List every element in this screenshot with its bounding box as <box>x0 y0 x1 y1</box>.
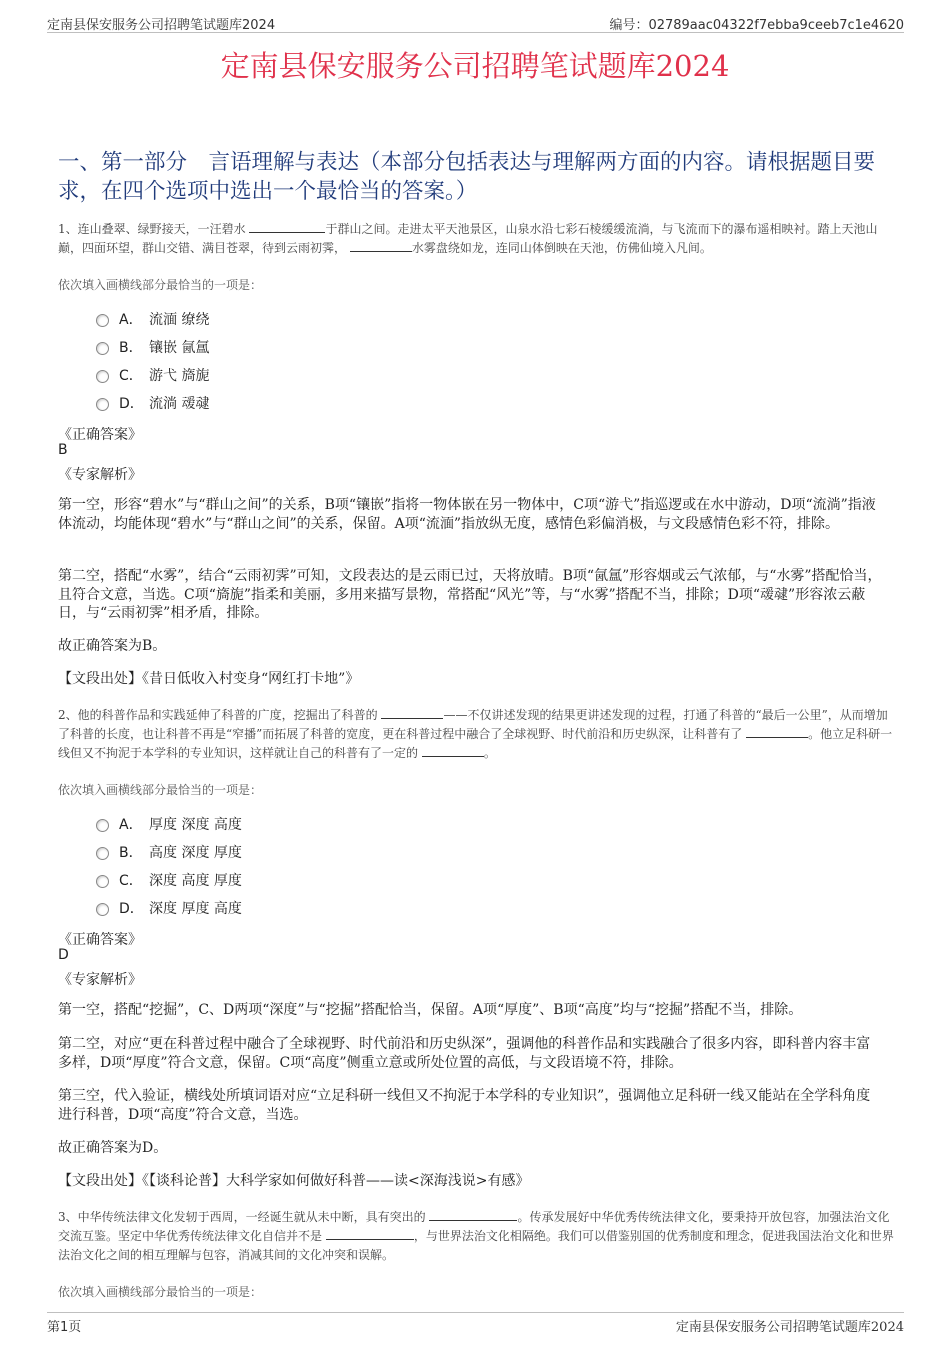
fill-blank <box>249 221 325 233</box>
q1-source: 【文段出处】《昔日低收入村变身“网红打卡地”》 <box>58 671 360 687</box>
q1-instruction: 依次填入画横线部分最恰当的一项是： <box>58 278 263 292</box>
question-2-text <box>58 706 898 763</box>
header-title: 定南县保安服务公司招聘笔试题库2024 <box>47 18 276 33</box>
radio-icon[interactable] <box>96 847 109 860</box>
option-key: A． <box>119 817 143 833</box>
radio-icon[interactable] <box>96 370 109 383</box>
q1-part3: 水雾盘绕如龙，连同山体倒映在天池，仿佛仙境入凡间。 <box>411 241 712 255</box>
page-footer <box>47 1312 904 1335</box>
option-text: 深度 厚度 高度 <box>149 901 242 917</box>
q3-part3: ，与世界法治文化相隔绝。我们可以借鉴别国的优秀制度和理念，促进我国法治文化和世界法治文化之间的相互理解与包容，消减其间的文化冲突和误解。 <box>58 1229 894 1262</box>
fill-blank <box>746 726 808 738</box>
option-text: 流湎 缭绕 <box>149 312 210 328</box>
fill-blank <box>381 707 443 719</box>
q2-answer-label: 《正确答案》 <box>58 932 142 948</box>
q2-option-a[interactable] <box>96 810 242 838</box>
q1-part1: 1、连山叠翠、绿野接天，一汪碧水 <box>58 222 250 236</box>
q1-analysis-1: 第一空，形容“碧水”与“群山之间”的关系，B项“镶嵌”指将一物体嵌在另一物体中，C项“游弋”指巡逻或在水中游动，D项“流淌”指液体流动，均能体现“碧水”与“群山之间”的关系，保留。A项“流湎”指放纵无度，感情色彩偏消极，与文段感情色彩不符，排除。 <box>58 497 876 532</box>
option-key: B． <box>119 340 143 356</box>
q2-options <box>96 810 242 922</box>
q2-answer: D <box>58 947 69 963</box>
fill-blank <box>429 1209 517 1221</box>
fill-blank <box>326 1228 414 1240</box>
radio-icon[interactable] <box>96 875 109 888</box>
fill-blank <box>350 240 412 252</box>
radio-icon[interactable] <box>96 314 109 327</box>
q2-part3: 。他立足科研一线但又不拘泥于本学科的专业知识，这样就让自己的科普有了一定的 <box>58 727 893 760</box>
q1-part2: 于群山之间。走进太平天池景区，山泉水沿七彩石棱缓缓流淌，与飞流而下的瀑布遥相映衬。踏上天池山巅，四面环望，群山交错、满目苍翠，待到云雨初霁， <box>58 222 878 255</box>
q1-analysis-3: 故正确答案为B。 <box>58 638 167 654</box>
option-key: C． <box>119 368 143 384</box>
q2-option-b[interactable] <box>96 838 242 866</box>
q2-part4: 。 <box>483 746 496 760</box>
radio-icon[interactable] <box>96 903 109 916</box>
q2-analysis-4: 故正确答案为D。 <box>58 1140 168 1156</box>
q1-answer: B <box>58 442 68 458</box>
option-key: A． <box>119 312 143 328</box>
page-number: 第1页 <box>47 1320 82 1335</box>
option-text: 镶嵌 氤氲 <box>149 340 210 356</box>
footer-title: 定南县保安服务公司招聘笔试题库2024 <box>675 1320 904 1335</box>
page-title: 定南县保安服务公司招聘笔试题库2024 <box>220 49 730 83</box>
option-key: C． <box>119 873 143 889</box>
q3-instruction: 依次填入画横线部分最恰当的一项是： <box>58 1285 263 1299</box>
q2-option-d[interactable] <box>96 894 242 922</box>
q3-part2: 。传承发展好中华优秀传统法律文化，要秉持开放包容，加强法治文化交流互鉴。坚定中华优秀传统法律文化自信并不是 <box>58 1210 890 1243</box>
option-key: B． <box>119 845 143 861</box>
header-doc-id: 编号：02789aac04322f7ebba9ceeb7c1e4620 <box>609 18 904 33</box>
q2-source: 【文段出处】《【谈科论普】大科学家如何做好科普——读<深海浅说>有感》 <box>58 1173 530 1189</box>
radio-icon[interactable] <box>96 398 109 411</box>
option-text: 流淌 叆叇 <box>149 396 210 412</box>
q2-option-c[interactable] <box>96 866 242 894</box>
radio-icon[interactable] <box>96 819 109 832</box>
q1-option-d[interactable] <box>96 389 209 417</box>
fill-blank <box>422 745 484 757</box>
q2-instruction: 依次填入画横线部分最恰当的一项是： <box>58 783 263 797</box>
question-3-text <box>58 1208 898 1265</box>
q1-option-a[interactable] <box>96 305 209 333</box>
page-header <box>47 12 904 33</box>
q1-option-c[interactable] <box>96 361 209 389</box>
q1-options <box>96 305 209 417</box>
question-1-text <box>58 220 898 258</box>
q3-part1: 3、中华传统法律文化发轫于西周，一经诞生就从未中断，具有突出的 <box>58 1210 430 1224</box>
option-text: 厚度 深度 高度 <box>149 817 242 833</box>
option-text: 高度 深度 厚度 <box>149 845 242 861</box>
option-key: D． <box>119 901 144 917</box>
option-key: D． <box>119 396 144 412</box>
q2-analysis-1: 第一空，搭配“挖掘”，C、D两项“深度”与“挖掘”搭配恰当，保留。A项“厚度”、B项“高度”均与“挖掘”搭配不当，排除。 <box>58 1002 803 1018</box>
option-text: 深度 高度 厚度 <box>149 873 242 889</box>
q1-analysis-label: 《专家解析》 <box>58 467 142 483</box>
q1-analysis-2: 第二空，搭配“水雾”，结合“云雨初霁”可知，文段表达的是云雨已过，天将放晴。B项“氤氲”形容烟或云气浓郁，与“水雾”搭配恰当，且符合文意，当选。C项“旖旎”指柔和美丽，多用来描写景物，常搭配“风光”等，与“水雾”搭配不当，排除；D项“叆叇”形容浓云蔽日，与“云雨初霁”相矛盾，排除。 <box>58 568 882 621</box>
q2-analysis-2: 第二空，对应“更在科普过程中融合了全球视野、时代前沿和历史纵深”，强调他的科普作品和实践融合了很多内容，即科普内容丰富多样，D项“厚度”符合文意，保留。C项“高度”侧重立意或所处位置的高低，与文段语境不符，排除。 <box>58 1036 871 1071</box>
q1-option-b[interactable] <box>96 333 209 361</box>
radio-icon[interactable] <box>96 342 109 355</box>
section-heading: 一、第一部分 言语理解与表达（本部分包括表达与理解两方面的内容。请根据题目要求，在四个选项中选出一个最恰当的答案。） <box>58 150 876 204</box>
q2-analysis-label: 《专家解析》 <box>58 972 142 988</box>
option-text: 游弋 旖旎 <box>149 368 210 384</box>
q2-part1: 2、他的科普作品和实践延伸了科普的广度，挖掘出了科普的 <box>58 708 382 722</box>
q2-analysis-3: 第三空，代入验证，横线处所填词语对应“立足科研一线但又不拘泥于本学科的专业知识”，强调他立足科研一线又能站在全学科角度进行科普，D项“高度”符合文意，当选。 <box>58 1088 871 1123</box>
q2-part2: ——不仅讲述发现的结果更讲述发现的过程，打通了科普的“最后一公里”，从而增加了科普的长度，也让科普不再是“窄播”而拓展了科普的宽度，更在科普过程中融合了全球视野、时代前沿和历史纵深，让科普有了 <box>58 708 888 741</box>
q1-answer-label: 《正确答案》 <box>58 427 142 443</box>
